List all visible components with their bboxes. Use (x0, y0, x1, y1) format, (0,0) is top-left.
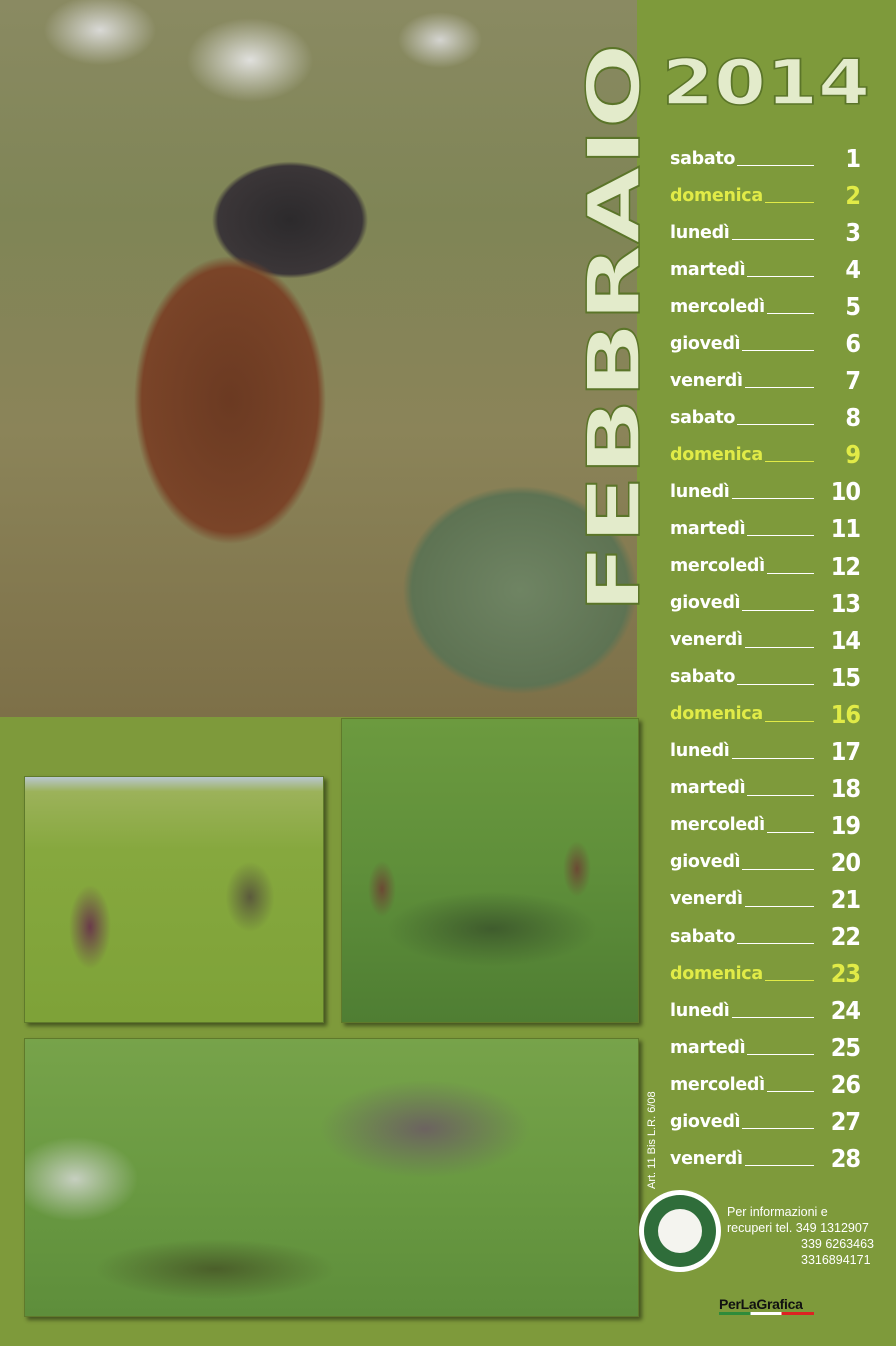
day-name: lunedì (670, 481, 730, 502)
day-note-line (745, 1165, 814, 1166)
day-note-line (737, 943, 814, 944)
brand-flag-stripe (719, 1312, 814, 1315)
day-note-line (742, 869, 814, 870)
day-note-line (765, 461, 814, 462)
day-list (670, 140, 860, 1177)
day-note-line (765, 980, 814, 981)
year-label: 2014 (662, 46, 870, 119)
legal-note (646, 1085, 660, 1190)
day-row (670, 251, 860, 288)
day-name: giovedì (670, 852, 741, 873)
day-row (670, 733, 860, 770)
day-row (670, 325, 860, 362)
day-number: 16 (830, 699, 860, 729)
day-note-line (742, 1128, 814, 1129)
day-name: mercoledì (670, 296, 765, 317)
dog-photo (0, 0, 637, 717)
day-note-line (767, 832, 814, 833)
day-row (670, 140, 860, 177)
day-number: 9 (845, 440, 860, 470)
day-number: 18 (830, 773, 860, 803)
day-name: lunedì (670, 222, 730, 243)
day-name: martedì (670, 259, 746, 280)
day-row (670, 696, 860, 733)
day-number: 11 (830, 514, 860, 544)
day-name: giovedì (670, 593, 741, 614)
brand-name: PerLaGrafica (719, 1296, 803, 1312)
day-name: venerdì (670, 1148, 743, 1169)
contact-phone-3: 3316894171 (801, 1253, 871, 1267)
day-note-line (747, 795, 814, 796)
field-photo-handlers (24, 776, 324, 1023)
day-note-line (747, 1054, 814, 1055)
day-number: 14 (830, 625, 860, 655)
day-number: 3 (845, 218, 860, 248)
day-number: 7 (845, 366, 860, 396)
day-name: venerdì (670, 370, 743, 391)
day-note-line (765, 721, 814, 722)
day-row (670, 362, 860, 399)
day-name: sabato (670, 667, 736, 688)
day-number: 19 (830, 810, 860, 840)
day-note-line (732, 498, 814, 499)
day-name: lunedì (670, 1000, 730, 1021)
day-row (670, 473, 860, 510)
day-row (670, 1066, 860, 1103)
field-photo-boars (341, 718, 639, 1023)
day-note-line (765, 202, 814, 203)
day-row (670, 1029, 860, 1066)
day-name: sabato (670, 148, 736, 169)
day-name: sabato (670, 407, 736, 428)
day-row (670, 548, 860, 585)
contact-phone-1: recuperi tel. 349 1312907 (727, 1221, 869, 1235)
day-note-line (767, 1091, 814, 1092)
day-note-line (767, 573, 814, 574)
year-title (660, 46, 875, 119)
day-note-line (732, 239, 814, 240)
day-name: martedì (670, 778, 746, 799)
contact-info (727, 1204, 892, 1268)
contact-phone-2: 339 6263463 (801, 1237, 874, 1251)
association-logo (639, 1190, 721, 1272)
day-note-line (742, 350, 814, 351)
day-number: 10 (830, 477, 860, 507)
day-row (670, 807, 860, 844)
day-note-line (732, 758, 814, 759)
day-name: giovedì (670, 333, 741, 354)
day-row (670, 399, 860, 436)
day-number: 25 (830, 1033, 860, 1063)
day-row (670, 510, 860, 547)
day-number: 28 (830, 1144, 860, 1174)
day-number: 26 (830, 1070, 860, 1100)
month-label: FEBBRAIO (572, 205, 656, 613)
day-row (670, 1140, 860, 1177)
day-name: venerdì (670, 630, 743, 651)
day-row (670, 177, 860, 214)
day-row (670, 288, 860, 325)
day-name: sabato (670, 926, 736, 947)
day-row (670, 622, 860, 659)
contact-intro: Per informazioni e (727, 1205, 828, 1219)
day-note-line (737, 165, 814, 166)
day-name: domenica (670, 185, 763, 206)
day-name: mercoledì (670, 556, 765, 577)
day-name: martedì (670, 518, 746, 539)
day-note-line (745, 387, 814, 388)
month-title (572, 38, 656, 618)
day-number: 21 (830, 884, 860, 914)
day-name: domenica (670, 444, 763, 465)
day-name: mercoledì (670, 815, 765, 836)
day-note-line (747, 276, 814, 277)
brand-logo (719, 1294, 803, 1316)
day-number: 6 (845, 329, 860, 359)
day-note-line (737, 424, 814, 425)
day-name: venerdì (670, 889, 743, 910)
day-note-line (737, 684, 814, 685)
day-note-line (742, 610, 814, 611)
day-row (670, 844, 860, 881)
day-name: martedì (670, 1037, 746, 1058)
day-number: 20 (830, 847, 860, 877)
day-name: mercoledì (670, 1074, 765, 1095)
day-row (670, 214, 860, 251)
day-name: domenica (670, 963, 763, 984)
day-number: 24 (830, 996, 860, 1026)
day-number: 2 (845, 181, 860, 211)
day-row (670, 1103, 860, 1140)
day-number: 4 (845, 255, 860, 285)
day-number: 27 (830, 1107, 860, 1137)
day-number: 1 (845, 144, 860, 174)
day-number: 13 (830, 588, 860, 618)
day-note-line (747, 535, 814, 536)
day-note-line (732, 1017, 814, 1018)
day-row (670, 770, 860, 807)
legal-note-text: Art. 11 Bis L.R. 6/08 (646, 1091, 658, 1189)
day-row (670, 659, 860, 696)
day-number: 17 (830, 736, 860, 766)
day-row (670, 881, 860, 918)
day-row (670, 955, 860, 992)
day-number: 12 (830, 551, 860, 581)
day-name: giovedì (670, 1111, 741, 1132)
day-note-line (745, 906, 814, 907)
day-number: 8 (845, 403, 860, 433)
day-number: 15 (830, 662, 860, 692)
field-photo-group (24, 1038, 639, 1317)
day-name: domenica (670, 704, 763, 725)
day-note-line (767, 313, 814, 314)
day-name: lunedì (670, 741, 730, 762)
day-number: 22 (830, 922, 860, 951)
day-row (670, 992, 860, 1029)
day-number: 23 (830, 959, 860, 989)
day-number: 5 (845, 292, 860, 322)
day-row (670, 585, 860, 622)
day-row (670, 918, 860, 955)
day-note-line (745, 647, 814, 648)
day-row (670, 436, 860, 473)
